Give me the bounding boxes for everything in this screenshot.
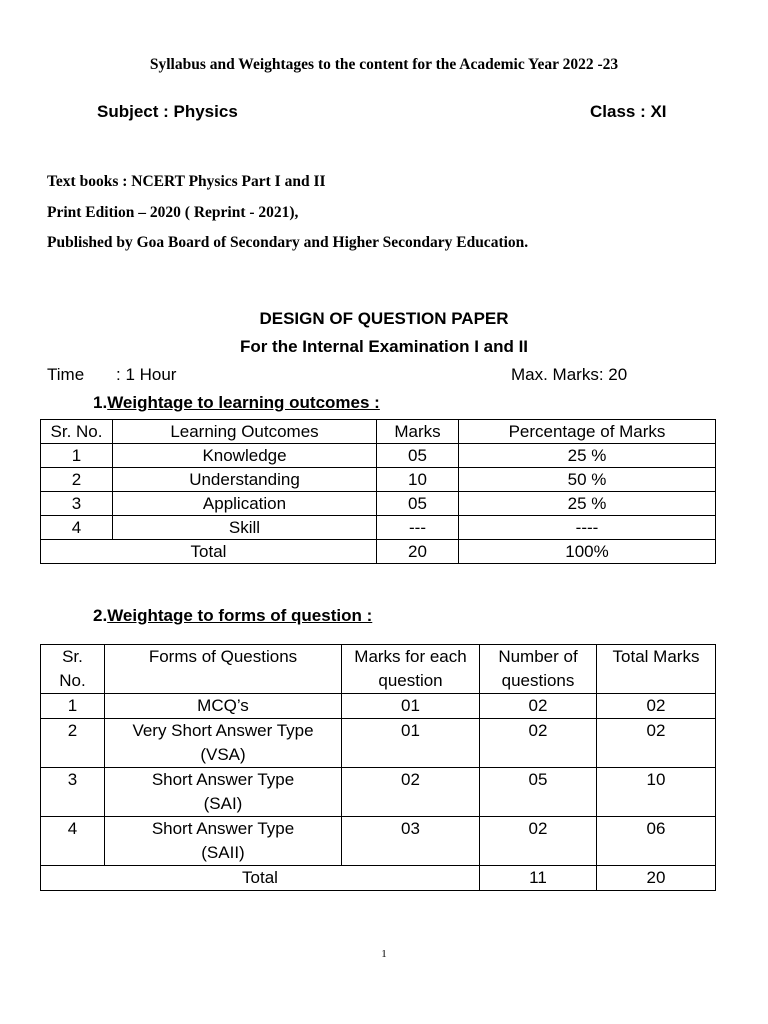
table-cell: 02	[480, 694, 597, 719]
table-cell: 02	[597, 719, 716, 768]
learning-outcomes-table	[40, 419, 716, 564]
table-header-row	[41, 645, 716, 694]
table-cell: 3	[41, 492, 113, 516]
section-1-number: 1.	[93, 393, 108, 412]
header-cell: Total Marks	[597, 645, 716, 694]
table-cell: ---	[377, 516, 459, 540]
table-cell: 02	[597, 694, 716, 719]
header-cell: Sr. No.	[41, 420, 113, 444]
table-row	[41, 492, 716, 516]
document-title: Syllabus and Weightages to the content for the Academic Year 2022 -23	[149, 56, 619, 73]
edition-line: Print Edition – 2020 ( Reprint - 2021),	[47, 204, 299, 221]
header-cell: Sr. No.	[41, 645, 105, 694]
table-row	[41, 444, 716, 468]
design-subheading: For the Internal Examination I and II	[239, 337, 529, 356]
table-cell: MCQ’s	[105, 694, 342, 719]
table-row	[41, 516, 716, 540]
table-cell: Short Answer Type (SAII)	[105, 817, 342, 866]
max-marks: Max. Marks: 20	[511, 365, 628, 384]
header-cell: Marks	[377, 420, 459, 444]
section-1-heading	[93, 393, 380, 413]
subject-label: Subject : Physics	[97, 102, 238, 121]
table-cell: 06	[597, 817, 716, 866]
table-cell: 25 %	[459, 492, 716, 516]
table-cell: 25 %	[459, 444, 716, 468]
total-label: Total	[41, 540, 377, 564]
table-cell: 05	[480, 768, 597, 817]
time-value: : 1 Hour	[116, 365, 177, 384]
total-questions: 11	[480, 866, 597, 891]
section-2-number: 2.	[93, 606, 108, 625]
total-row	[41, 866, 716, 891]
table-header-row	[41, 420, 716, 444]
table-cell: 3	[41, 768, 105, 817]
section-1-title: Weightage to learning outcomes :	[107, 393, 380, 412]
table-cell: Short Answer Type (SAI)	[105, 768, 342, 817]
table-cell: Application	[113, 492, 377, 516]
publisher-line: Published by Goa Board of Secondary and Higher Secondary Education.	[47, 234, 529, 251]
section-2-heading	[93, 606, 372, 626]
table-cell: 4	[41, 817, 105, 866]
table-row	[41, 468, 716, 492]
table-cell: Understanding	[113, 468, 377, 492]
table-cell: 02	[480, 817, 597, 866]
table-cell: 10	[597, 768, 716, 817]
table-cell: 02	[342, 768, 480, 817]
table-cell: 01	[342, 719, 480, 768]
header-cell: Marks for each question	[342, 645, 480, 694]
total-marks: 20	[597, 866, 716, 891]
table-row	[41, 719, 716, 768]
design-heading: DESIGN OF QUESTION PAPER	[259, 309, 509, 328]
table-cell: 1	[41, 694, 105, 719]
table-cell: 1	[41, 444, 113, 468]
page-number: 1	[381, 948, 387, 960]
total-label: Total	[41, 866, 480, 891]
header-cell: Forms of Questions	[105, 645, 342, 694]
total-percentage: 100%	[459, 540, 716, 564]
table-cell: ----	[459, 516, 716, 540]
table-cell: Very Short Answer Type (VSA)	[105, 719, 342, 768]
textbooks-line: Text books : NCERT Physics Part I and II	[47, 173, 326, 190]
table-cell: 2	[41, 468, 113, 492]
table-cell: Skill	[113, 516, 377, 540]
table-row	[41, 817, 716, 866]
total-row	[41, 540, 716, 564]
header-cell: Percentage of Marks	[459, 420, 716, 444]
question-forms-table	[40, 644, 716, 891]
header-cell: Learning Outcomes	[113, 420, 377, 444]
table-cell: 50 %	[459, 468, 716, 492]
table-cell: 03	[342, 817, 480, 866]
time-label: Time	[47, 365, 85, 384]
table-cell: 4	[41, 516, 113, 540]
header-cell: Number of questions	[480, 645, 597, 694]
section-2-title: Weightage to forms of question :	[107, 606, 373, 625]
table-cell: 02	[480, 719, 597, 768]
table-row	[41, 768, 716, 817]
table-cell: 05	[377, 444, 459, 468]
table-cell: 05	[377, 492, 459, 516]
table-cell: 01	[342, 694, 480, 719]
table-cell: 2	[41, 719, 105, 768]
total-marks: 20	[377, 540, 459, 564]
table-row	[41, 694, 716, 719]
table-cell: Knowledge	[113, 444, 377, 468]
class-label: Class : XI	[590, 102, 667, 121]
table-cell: 10	[377, 468, 459, 492]
